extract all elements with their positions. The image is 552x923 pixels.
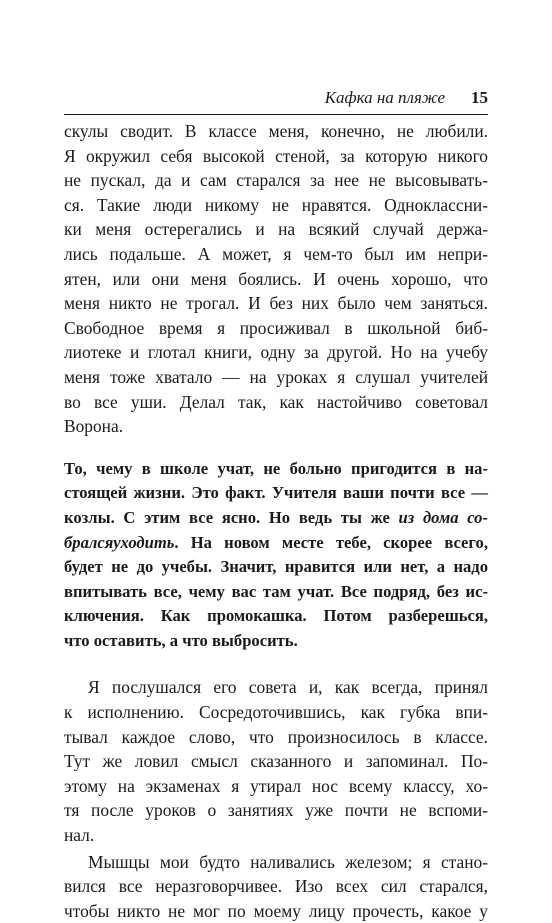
paragraph-1 <box>64 119 488 439</box>
text-segment: . На новом месте тебе, скорее всего, <box>174 532 488 552</box>
text-line: Тут же ловил смысл сказанного и запоминал. По- <box>64 751 488 772</box>
running-title: Кафка на пляже <box>324 88 445 107</box>
paragraph-4 <box>64 850 488 923</box>
text-line <box>64 531 488 556</box>
header-rule <box>64 114 488 115</box>
text-line: скулы сводит. В классе меня, конечно, не любили. <box>64 121 488 141</box>
page-number: 15 <box>471 88 488 107</box>
text-line: во все уши. Делал так, как настойчиво советовал <box>64 391 488 412</box>
text-line: вился все неразговорчивее. Изо всех сил старался, <box>64 876 488 897</box>
text-line: тывал каждое слово, что произносилось в классе. <box>64 726 488 747</box>
text-line: этому на экзаменах я утирал нос всему классу, хо- <box>64 775 488 796</box>
text-line: Мышцы мои будто наливались железом; я стано- <box>88 851 488 872</box>
paragraph-3 <box>64 675 488 847</box>
text-line: к исполнению. Сосредоточившись, как губка впи- <box>64 702 488 723</box>
text-line: будет не до учебы. Значит, нравится или нет, а надо <box>64 557 488 577</box>
text-line: То, чему в школе учат, не больно пригодится в на- <box>64 458 488 478</box>
text-line: ключения. Как промокашка. Потом разберешься, <box>64 606 488 626</box>
text-line: лиотеке и глотал книги, одну за другой. Но на учебу <box>64 342 488 363</box>
running-head <box>64 88 488 112</box>
text-line: тя после уроков о занятиях уже почти не вспоми- <box>64 800 488 821</box>
text-line: впитывать все, чему вас там учат. Все подряд, без ис- <box>64 581 488 601</box>
text-line: Свободное время я просиживал в школьной биб- <box>64 317 488 338</box>
text-line: Я послушался его совета и, как всегда, принял <box>88 677 488 698</box>
text-line: меня тоже хватало — на уроках я слушал учителей <box>64 366 488 387</box>
text-line: не пускал, да и сам старался за нее не высовывать- <box>64 170 488 191</box>
text-line: что оставить, а что выбросить. <box>64 630 298 650</box>
text-segment: козлы. С этим все ясно. Но ведь ты же <box>64 507 399 527</box>
text-line: чтобы никто не мог по моему лицу прочесть, какое у <box>64 900 488 921</box>
text-line: Я окружил себя высокой стеной, за которую никого <box>64 145 488 166</box>
text-line: Ворона. <box>64 416 124 437</box>
italic-segment: из дома со- <box>398 507 488 527</box>
text-line: стоящей жизни. Это факт. Учителя ваши почти все — <box>64 483 488 503</box>
paragraph-2-bold-quote <box>64 457 488 654</box>
text-line: ятен, или они меня боялись. И очень хорошо, что <box>64 268 488 289</box>
body-text <box>64 119 488 923</box>
italic-segment: бралсяуходить <box>64 532 175 552</box>
text-line: ки меня остерегались и на всякий случай держа- <box>64 219 488 240</box>
text-line: нал. <box>64 825 95 846</box>
text-line: лись подальше. А может, я чем-то был им непри- <box>64 243 488 264</box>
text-line: меня никто не трогал. И без них было чем заняться. <box>64 293 488 314</box>
text-line: ся. Такие люди никому не нравятся. Одноклассни- <box>64 194 488 215</box>
text-line <box>64 506 488 531</box>
